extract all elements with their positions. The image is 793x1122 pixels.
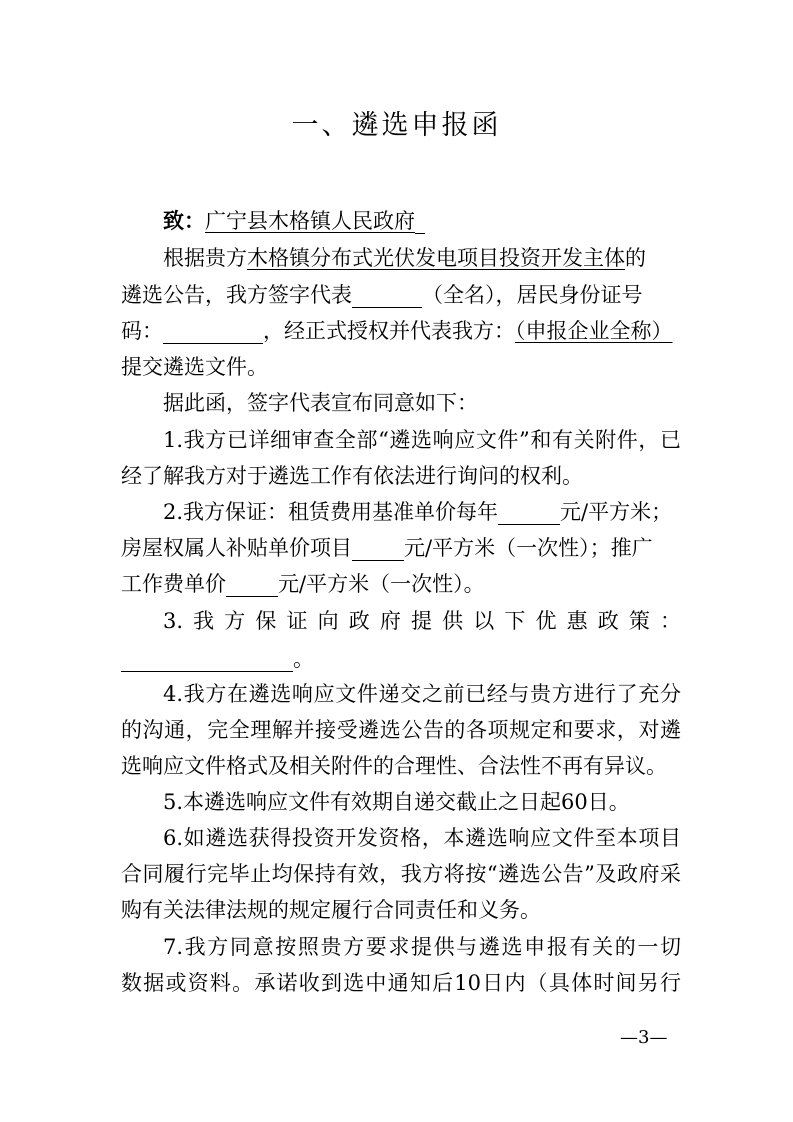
page-number: —3— [620, 1027, 668, 1048]
item-2-line-2: 房屋权属人补贴单价项目 元/平方米（一次性）；推广 [121, 536, 653, 560]
item-5: 5.本遴选响应文件有效期自递交截止之日起60日。 [163, 790, 630, 814]
preferential-policy-blank [121, 647, 293, 672]
id-number-blank [163, 319, 263, 344]
page-title: 一、遴选申报函 [291, 110, 502, 141]
recipient-underline-tail [415, 209, 425, 234]
salutation-line [121, 203, 681, 239]
paragraph-1-line-1: 根据贵方木格镇分布式光伏发电项目投资开发主体的 [163, 246, 646, 270]
recipient-name: 广宁县木格镇人民政府 [205, 209, 415, 233]
subsidy-price-blank [352, 536, 404, 561]
paragraph-1-line-4: 提交遴选文件。 [121, 355, 268, 379]
item-2-line-3: 工作费单价 元/平方米（一次性）。 [121, 572, 485, 596]
item-1-line-1: 1.我方已详细审查全部“遴选响应文件”和有关附件，已 [163, 428, 681, 452]
paragraph-1-line-2: 遴选公告，我方签字代表 （全名），居民身份证号 [121, 283, 643, 307]
item-4-line-1: 4.我方在遴选响应文件递交之前已经与贵方进行了充分 [163, 682, 681, 706]
paragraph-1-line-3: 码： ，经正式授权并代表我方：（申报企业全称） [121, 319, 673, 343]
item-4-line-2: 的沟通，完全理解并接受遴选公告的各项规定和要求，对遴 [121, 718, 681, 742]
item-4-line-3: 选响应文件格式及相关附件的合理性、合法性不再有异议。 [121, 754, 667, 778]
rent-price-blank [498, 500, 560, 525]
salutation-prefix: 致： [163, 208, 205, 233]
item-6-line-3: 购有关法律法规的规定履行合同责任和义务。 [121, 898, 541, 922]
company-name-placeholder: （申报企业全称） [515, 319, 673, 343]
item-1-line-2: 经了解我方对于遴选工作有依法进行询问的权利。 [121, 464, 583, 488]
item-3-line-2: 。 [121, 641, 681, 677]
item-3-line-1: 3.我方保证向政府提供以下优惠政策： [163, 609, 681, 633]
paragraph-2: 据此函，签字代表宣布同意如下： [163, 391, 478, 415]
item-7-line-2: 数据或资料。承诺收到选中通知后10日内（具体时间另行 [121, 971, 681, 995]
promotion-fee-blank [226, 572, 278, 597]
item-7-line-1: 7.我方同意按照贵方要求提供与遴选申报有关的一切 [163, 935, 681, 959]
item-6-line-1: 6.如遴选获得投资开发资格，本遴选响应文件至本项目 [163, 826, 681, 850]
representative-name-blank [352, 283, 422, 308]
item-6-line-2: 合同履行完毕止均保持有效，我方将按“遴选公告”及政府采 [121, 862, 681, 886]
project-name: 木格镇分布式光伏发电项目投资开发主体 [247, 246, 625, 270]
item-2-line-1: 2.我方保证：租赁费用基准单价每年 元/平方米； [163, 500, 673, 524]
